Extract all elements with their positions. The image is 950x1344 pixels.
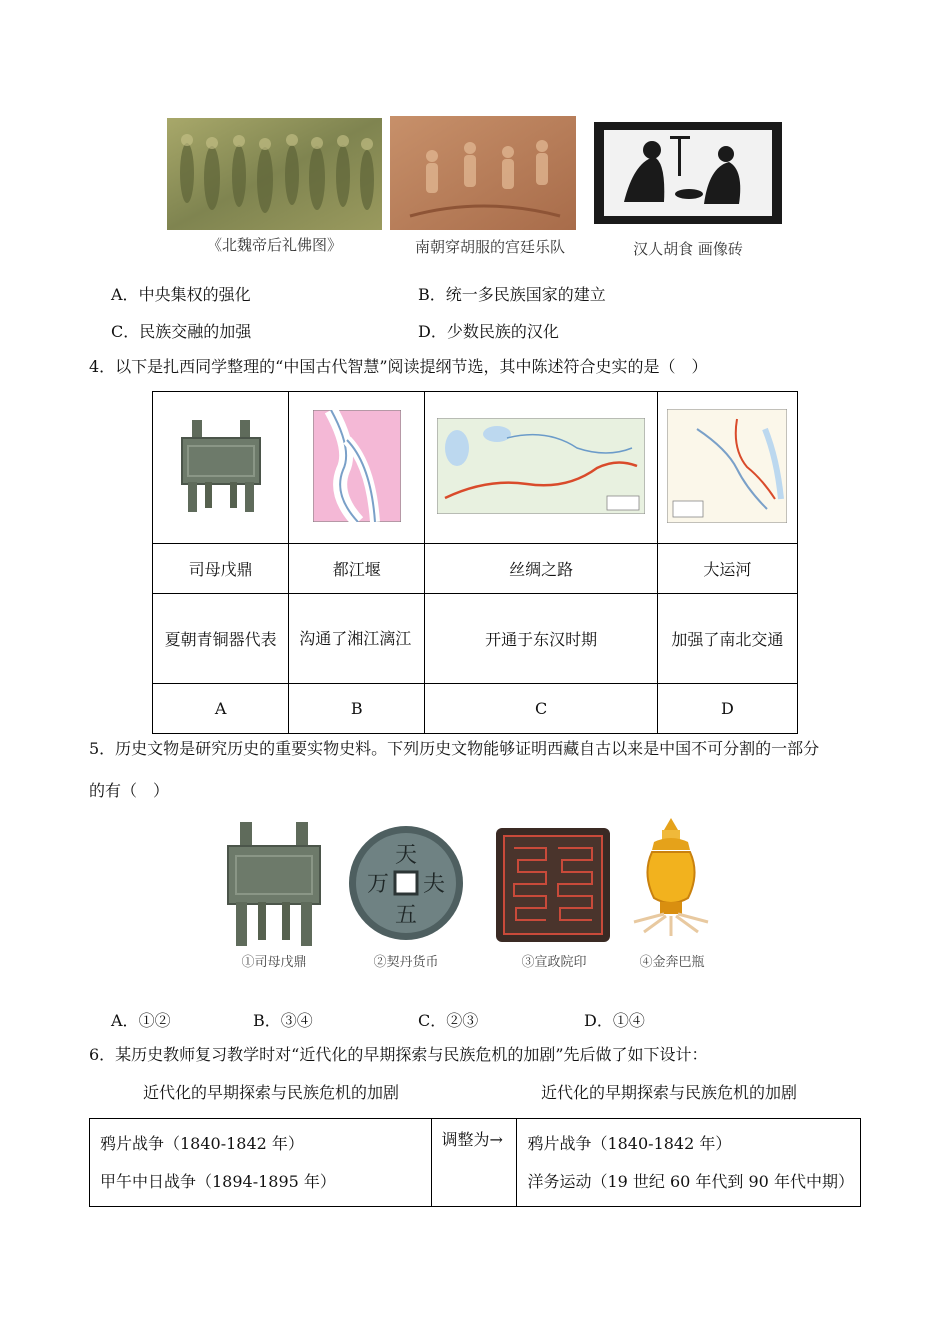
name-dujiangyan: 都江堰	[289, 544, 425, 594]
cell-silkroad-image	[425, 392, 657, 544]
q3-option-a[interactable]	[111, 282, 251, 305]
name-ding: 司母戊鼎	[153, 544, 289, 594]
q4-option-b[interactable]: B	[289, 684, 425, 734]
silkroad-map-icon	[437, 418, 645, 514]
q6-right-item: 鸦片战争（1840-1842 年）	[527, 1133, 732, 1153]
q6-middle-cell	[431, 1119, 517, 1207]
option-text: ②③	[446, 1011, 479, 1030]
caption-beiwei: 《北魏帝后礼佛图》	[206, 236, 342, 254]
name-silkroad: 丝绸之路	[425, 544, 657, 594]
option-letter: B．	[253, 1011, 281, 1030]
option-text: 中央集权的强化	[138, 285, 251, 304]
image-han-brick	[594, 122, 782, 224]
option-text: 统一多民族国家的建立	[445, 285, 606, 304]
option-letter: C．	[418, 1011, 447, 1030]
image-golden-urn	[630, 816, 712, 938]
q5-stem-line2: 的有（ ）	[89, 781, 170, 800]
q6-heading-right: 近代化的早期探索与民族危机的加剧	[541, 1083, 798, 1102]
q3-option-c[interactable]	[111, 319, 251, 342]
q4-option-d[interactable]: D	[657, 684, 797, 734]
q4-option-c[interactable]: C	[425, 684, 657, 734]
q6-right-item: 洋务运动（19 世纪 60 年代到 90 年代中期）	[527, 1171, 854, 1191]
option-letter: D．	[418, 322, 447, 341]
q5-option-c[interactable]	[418, 1008, 478, 1031]
statement-d: 加强了南北交通	[657, 594, 797, 684]
grand-canal-map-icon	[667, 409, 787, 523]
q5-option-a[interactable]	[111, 1008, 171, 1031]
cell-canal-image	[657, 392, 797, 544]
option-text: ③④	[280, 1011, 313, 1030]
q6-left-cell	[90, 1119, 432, 1207]
option-text: ①④	[612, 1011, 645, 1030]
caption-urn: ④金奔巴瓶	[639, 955, 705, 970]
q6-heading-left: 近代化的早期探索与民族危机的加剧	[143, 1083, 400, 1102]
cell-ding-image	[153, 392, 289, 544]
option-text: 民族交融的加强	[139, 322, 252, 341]
q6-left-item: 鸦片战争（1840-1842 年）	[100, 1133, 304, 1153]
coin-char-top: 天	[394, 843, 418, 868]
q6-left-item: 甲午中日战争（1894-1895 年）	[100, 1171, 336, 1191]
q5-option-d[interactable]	[584, 1008, 645, 1031]
coin-char-right: 夫	[422, 872, 446, 897]
statement-a: 夏朝青铜器代表	[153, 594, 289, 684]
coin-char-bottom: 五	[394, 903, 418, 928]
q4-option-a[interactable]: A	[153, 684, 289, 734]
q4-stem: 4．以下是扎西同学整理的“中国古代智慧”阅读提纲节选，其中陈述符合史实的是（ ）	[89, 357, 708, 376]
q6-adjust-label: 调整为→	[441, 1130, 503, 1149]
caption-coin: ②契丹货币	[373, 955, 439, 970]
option-letter: A．	[111, 285, 139, 304]
option-letter: D．	[584, 1011, 613, 1030]
ding-icon	[172, 416, 270, 516]
q3-option-b[interactable]	[418, 282, 606, 305]
dujiangyan-map-icon	[313, 410, 401, 522]
caption-ding: ①司母戊鼎	[241, 955, 307, 970]
cell-dujiangyan-image	[289, 392, 425, 544]
statement-c: 开通于东汉时期	[425, 594, 657, 684]
q5-option-b[interactable]	[253, 1008, 313, 1031]
image-nanchao-brick	[390, 116, 576, 230]
option-text: ①②	[138, 1011, 171, 1030]
caption-han: 汉人胡食 画像砖	[633, 240, 743, 258]
option-text: 少数民族的汉化	[446, 322, 559, 341]
caption-nanchao: 南朝穿胡服的宫廷乐队	[414, 238, 565, 256]
q6-stem: 6．某历史教师复习教学时对“近代化的早期探索与民族危机的加剧”先后做了如下设计：	[89, 1045, 708, 1064]
option-letter: A．	[111, 1011, 139, 1030]
q6-right-cell	[517, 1119, 861, 1207]
image-seal	[494, 826, 612, 944]
q4-table	[152, 391, 798, 734]
option-letter: C．	[111, 322, 140, 341]
image-ding	[222, 818, 326, 948]
caption-seal: ③宣政院印	[521, 955, 587, 970]
coin-char-left: 万	[366, 872, 390, 897]
q5-stem-line1: 5．历史文物是研究历史的重要实物史料。下列历史文物能够证明西藏自古以来是中国不可分割的一部分	[89, 739, 820, 758]
statement-b: 沟通了湘江漓江	[289, 594, 425, 684]
q3-option-d[interactable]	[418, 319, 559, 342]
q6-table	[89, 1118, 861, 1207]
image-coin	[347, 824, 465, 942]
option-letter: B．	[418, 285, 446, 304]
image-beiwei-relief	[167, 118, 382, 230]
name-canal: 大运河	[657, 544, 797, 594]
